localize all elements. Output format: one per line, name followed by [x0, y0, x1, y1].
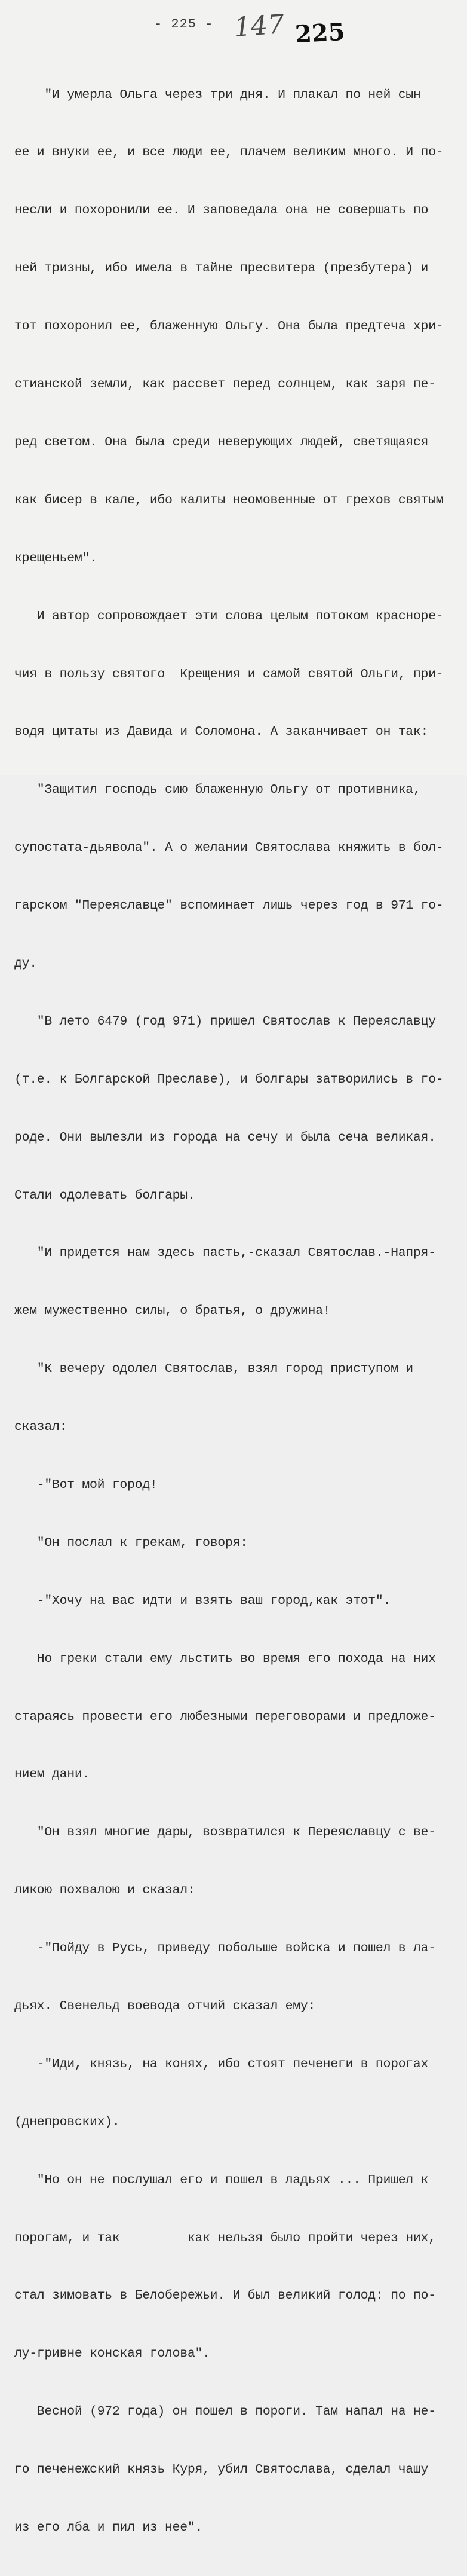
text-line: -"Иди, князь, на конях, ибо стоят печенеги в порогах	[14, 2056, 429, 2071]
text-line: нием дани.	[14, 1767, 90, 1782]
text-line: роде. Они вылезли из города на сечу и была сеча великая.	[14, 1130, 436, 1145]
text-line: сказал:	[14, 1420, 67, 1435]
text-line: ред светом. Она была среди неверующих людей, светящаяся	[14, 435, 429, 450]
text-line: стианской земли, как рассвет перед солнцем, как заря пе-	[14, 377, 436, 392]
text-line: дьях. Свенельд воевода отчий сказал ему:	[14, 1999, 316, 2013]
text-line: водя цитаты из Давида и Соломона. А заканчивает он так:	[14, 725, 429, 740]
text-line: -"Вот мой город!	[14, 1477, 158, 1492]
text-line: (днепровских).	[14, 2114, 120, 2129]
text-line: "К вечеру одолел Святослав, взял город приступом и	[14, 1362, 413, 1377]
text-line: "Он послал к грекам, говоря:	[14, 1535, 248, 1550]
text-line: стал зимовать в Белобережьи. И был великий голод: по по-	[14, 2288, 436, 2303]
text-line: гарском "Переяславце" вспоминает лишь через год в 971 го-	[14, 899, 444, 913]
text-line: го печенежский князь Куря, убил Святослава, сделал чашу	[14, 2462, 429, 2477]
text-line: из его лба и пил из нее".	[14, 2520, 203, 2535]
text-line: ду.	[14, 956, 37, 971]
text-line: Весной (972 года) он пошел в пороги. Там напал на не-	[14, 2404, 436, 2419]
text-line: тот похоронил ее, блаженную Ольгу. Она была предтеча хри-	[14, 319, 444, 334]
typewritten-text	[14, 47, 463, 2576]
text-line: -"Хочу на вас идти и взять ваш город,как этот".	[14, 1593, 391, 1608]
handwritten-page-number: 147	[233, 9, 285, 43]
text-line: крещеньем".	[14, 551, 97, 566]
text-line: несли и похоронили ее. И заповедала она не совершать по	[14, 203, 429, 218]
text-line: (т.е. к Болгарской Преславе), и болгары затворились в го-	[14, 1072, 444, 1087]
handwritten-page-number-2: 225	[294, 17, 346, 49]
text-line: "И умерла Ольга через три дня. И плакал по ней сын	[14, 87, 421, 102]
text-line: лу-гривне конская голова".	[14, 2346, 210, 2361]
text-line: "Он взял многие дары, возвратился к Переяславцу с ве-	[14, 1825, 436, 1840]
text-line: порогам, и так как нельзя было пройти через них,	[14, 2230, 436, 2245]
text-line: ее и внуки ее, и все люди ее, плачем великим много. И по-	[14, 145, 444, 160]
text-line: "Защитил господь сию блаженную Ольгу от противника,	[14, 783, 421, 797]
text-line: "Но он не послушал его и пошел в ладьях ... Пришел к	[14, 2172, 429, 2187]
text-line: Стали одолевать болгары.	[14, 1188, 195, 1203]
text-line: ликою похвалою и сказал:	[14, 1883, 195, 1898]
text-line: "И придется нам здесь пасть,-сказал Святослав.-Напря-	[14, 1246, 436, 1261]
text-line: чия в пользу святого Крещения и самой святой Ольги, при-	[14, 667, 444, 682]
text-line: как бисер в кале, ибо калиты неомовенные от грехов святым	[14, 493, 444, 508]
page-number: - 225 -	[154, 17, 214, 32]
text-line: супостата-дьявола". А о желании Святослава княжить в бол-	[14, 841, 444, 855]
text-line: стараясь провести его любезными переговорами и предложе-	[14, 1709, 436, 1724]
text-line: "В лето 6479 (год 971) пришел Святослав к Переяславцу	[14, 1014, 436, 1029]
text-line: жем мужественно силы, о братья, о дружина!	[14, 1304, 331, 1319]
text-line: И автор сопровождает эти слова целым потоком красноре-	[14, 609, 444, 624]
text-line: ней тризны, ибо имела в тайне пресвитера (презбутера) и	[14, 261, 429, 276]
text-line: -"Пойду в Русь, приведу побольше войска и пошел в ла-	[14, 1941, 436, 1956]
text-line: Но греки стали ему льстить во время его похода на них	[14, 1651, 436, 1666]
page-header	[0, 9, 467, 49]
